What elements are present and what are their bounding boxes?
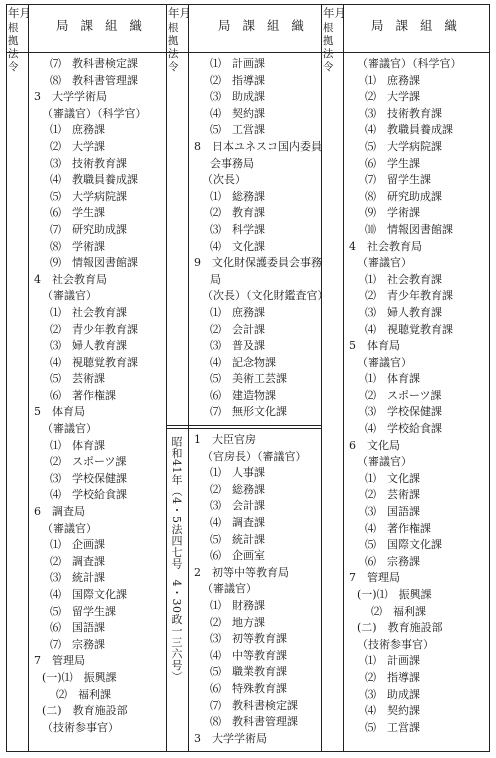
- org-entry: 7 管理局: [34, 654, 85, 668]
- org-entry: ⑷ 記念物課: [210, 355, 276, 369]
- org-entry: ⑶ 婦人教育課: [365, 305, 442, 319]
- org-entry: ⑶ 助成課: [365, 687, 420, 701]
- org-entry: ⑷ 視聴覚教育課: [50, 355, 138, 369]
- org-entry: (一)⑴ 振興課: [42, 670, 117, 684]
- org-entry: (二) 教育施設部: [357, 621, 443, 635]
- org-entry: ⑴ 財務課: [210, 598, 265, 612]
- org-entry: ⑵ 会計課: [210, 322, 265, 336]
- org-entry: ⑺ 教科書検定課: [50, 57, 138, 70]
- org-entry: ⑵ スポーツ課: [50, 455, 127, 469]
- org-entry: 3 大学学術局: [194, 731, 267, 745]
- org-entry: ⑵ 福利課: [371, 604, 426, 618]
- org-entry: ⑵ 大学課: [50, 139, 105, 153]
- header-year-month-2: 年月: [168, 6, 191, 20]
- org-entry: ⑶ 助成課: [210, 90, 265, 104]
- org-entry: 7 管理局: [349, 571, 400, 585]
- org-entry: ⑶ 普及課: [210, 339, 265, 353]
- org-entry: ⑴ 体育課: [365, 372, 420, 386]
- org-entry: ⑵ 教育課: [210, 206, 265, 220]
- law-entry-b: （4・5法四七号: [170, 485, 183, 570]
- header-basis-law-3: 根拠法令: [323, 22, 334, 73]
- org-column-2-top: [194, 56, 329, 421]
- org-entry: ⑴ 庶務課: [365, 73, 420, 87]
- org-entry: （審議官）: [42, 289, 97, 303]
- org-entry: ⑵ スポーツ課: [365, 388, 442, 402]
- org-entry: ⑺ 無形文化課: [210, 405, 287, 419]
- org-entry: (一)⑴ 振興課: [357, 588, 432, 601]
- org-entry: ⑼ 情報図書館課: [50, 256, 138, 270]
- org-entry: ⑴ 計画課: [210, 57, 265, 70]
- org-entry: ⑷ 契約課: [365, 704, 420, 718]
- org-entry: 5 体育局: [349, 339, 400, 353]
- rule-section-double: [166, 428, 321, 429]
- org-entry: ⑷ 学校給食課: [50, 488, 127, 502]
- org-table: [6, 4, 490, 752]
- org-entry: ⑹ 学生課: [365, 156, 420, 170]
- org-entry: 2 初等中等教育局: [194, 565, 289, 579]
- org-entry: 1 大臣官房: [194, 433, 256, 446]
- org-entry: （次長）（文化財鑑査官）: [202, 289, 329, 303]
- org-entry: ⑷ 文化課: [210, 239, 265, 253]
- org-entry: ⑺ 留学生課: [365, 173, 431, 187]
- org-entry: ⑷ 教職員養成課: [50, 173, 138, 187]
- org-entry: ⑹ 企画室: [210, 549, 265, 563]
- org-entry: ⑴ 人事課: [210, 466, 265, 480]
- org-entry: ⑸ 大学病院課: [50, 189, 127, 203]
- org-entry: （審議官）: [42, 422, 97, 436]
- org-entry: 局: [210, 272, 221, 286]
- org-entry: ⑹ 国語課: [50, 621, 105, 635]
- org-entry: ⑶ 統計課: [50, 571, 105, 585]
- org-entry: ⑸ 美術工芸課: [210, 372, 287, 386]
- law-entry: [170, 436, 183, 746]
- org-entry: （審議官）: [202, 582, 257, 596]
- org-entry: （審議官）: [357, 455, 412, 469]
- org-entry: （技術参事官）: [357, 637, 434, 651]
- org-entry: ⑻ 教科書管理課: [210, 715, 298, 729]
- org-entry: ⑴ 社会教育課: [365, 272, 442, 286]
- org-entry: ⑶ 技術教育課: [365, 106, 442, 120]
- org-entry: 8 日本ユネスコ国内委員: [194, 139, 322, 153]
- org-entry: ⑵ 総務課: [210, 482, 265, 496]
- org-entry: ⑵ 地方課: [210, 615, 265, 629]
- org-entry: ⑵ 調査課: [50, 554, 105, 568]
- org-entry: （技術参事官）: [42, 720, 119, 734]
- org-entry: ⑽ 情報図書館課: [365, 222, 453, 236]
- header-year-month-1: 年月: [8, 6, 31, 20]
- org-entry: ⑴ 企画課: [50, 538, 105, 552]
- org-entry: 9 文化財保護委員会事務: [194, 256, 322, 270]
- org-entry: ⑷ 国際文化課: [50, 588, 127, 601]
- org-entry: ⑸ 職業教育課: [210, 665, 287, 679]
- org-entry: 3 大学学術局: [34, 90, 107, 104]
- org-entry: 5 体育局: [34, 405, 85, 419]
- org-entry: ⑹ 建造物課: [210, 388, 276, 402]
- org-entry: ⑶ 婦人教育課: [50, 339, 127, 353]
- org-entry: （審議官）: [357, 256, 412, 270]
- org-entry: ⑸ 工営課: [365, 720, 420, 734]
- org-entry: ⑶ 学校保健課: [50, 471, 127, 485]
- org-entry: （次長）: [202, 173, 246, 187]
- rule-v1: [28, 4, 29, 752]
- org-entry: 6 文化局: [349, 438, 400, 452]
- org-column-1: [34, 56, 147, 736]
- org-entry: ⑵ 芸術課: [365, 488, 420, 502]
- org-entry: （審議官）（科学官）: [357, 57, 462, 70]
- org-column-3: [349, 56, 462, 736]
- org-entry: ⑸ 工営課: [210, 123, 265, 137]
- org-entry: ⑷ 契約課: [210, 106, 265, 120]
- org-entry: ⑶ 技術教育課: [50, 156, 127, 170]
- org-entry: ⑵ 指導課: [365, 670, 420, 684]
- org-entry: ⑸ 留学生課: [50, 604, 116, 618]
- org-entry: ⑴ 文化課: [365, 471, 420, 485]
- org-entry: ⑵ 青少年教育課: [365, 289, 453, 303]
- org-entry: ⑷ 視聴覚教育課: [365, 322, 453, 336]
- header-org-title-3: 局 課 組 織: [371, 18, 461, 33]
- org-entry: ⑷ 学校給食課: [365, 422, 442, 436]
- org-entry: ⑵ 大学課: [365, 90, 420, 104]
- org-entry: （審議官）（科学官）: [42, 106, 147, 120]
- org-entry: ⑷ 中等教育課: [210, 648, 287, 662]
- rule-header: [6, 52, 490, 53]
- org-entry: ⑺ 研究助成課: [50, 222, 127, 236]
- org-entry: ⑵ 青少年教育課: [50, 322, 138, 336]
- org-entry: ⑷ 教職員養成課: [365, 123, 453, 137]
- rule-v2: [166, 4, 167, 752]
- rule-section: [166, 425, 321, 426]
- org-entry: ⑹ 特殊教育課: [210, 681, 287, 695]
- law-entry-a: 昭和41年: [170, 436, 183, 486]
- org-entry: ⑴ 庶務課: [50, 123, 105, 137]
- org-entry: ⑶ 国語課: [365, 505, 420, 519]
- org-entry: ⑸ 芸術課: [50, 372, 105, 386]
- org-column-2-bottom: [194, 432, 307, 747]
- org-entry: 会事務局: [210, 156, 254, 170]
- org-entry: （審議官）: [42, 521, 97, 535]
- header-year-month-3: 年月: [323, 6, 346, 20]
- org-entry: ⑴ 総務課: [210, 189, 265, 203]
- header-org-title-2: 局 課 組 織: [218, 18, 308, 33]
- org-entry: ⑵ 指導課: [210, 73, 265, 87]
- org-entry: 4 社会教育局: [349, 239, 422, 253]
- header-org-title-1: 局 課 組 織: [56, 18, 146, 33]
- org-entry: (二) 教育施設部: [42, 704, 128, 718]
- header-basis-law-2: 根拠法令: [168, 22, 179, 73]
- law-entry-c: 4・30政一三六号）: [170, 579, 183, 683]
- org-entry: ⑶ 科学課: [210, 222, 265, 236]
- org-entry: （官房長）（審議官）: [202, 449, 307, 463]
- org-entry: （審議官）: [357, 355, 412, 369]
- org-entry: ⑻ 学術課: [50, 239, 105, 253]
- org-entry: ⑴ 計画課: [365, 654, 420, 668]
- org-entry: ⑷ 調査課: [210, 515, 265, 529]
- org-entry: ⑹ 宗務課: [365, 554, 420, 568]
- header-basis-law-1: 根拠法令: [8, 22, 19, 73]
- rule-v5: [343, 4, 344, 752]
- org-entry: 6 調査局: [34, 505, 85, 519]
- org-entry: ⑴ 社会教育課: [50, 305, 127, 319]
- org-entry: ⑴ 体育課: [50, 438, 105, 452]
- org-entry: ⑺ 宗務課: [50, 637, 105, 651]
- org-entry: ⑶ 初等教育課: [210, 632, 287, 646]
- org-entry: 4 社会教育局: [34, 272, 107, 286]
- org-entry: ⑹ 著作権課: [50, 388, 116, 402]
- org-entry: ⑸ 統計課: [210, 532, 265, 546]
- org-entry: ⑹ 学生課: [50, 206, 105, 220]
- org-entry: ⑵ 福利課: [56, 687, 111, 701]
- org-entry: ⑻ 教科書管理課: [50, 73, 138, 87]
- org-entry: ⑷ 著作権課: [365, 521, 431, 535]
- org-entry: ⑸ 国際文化課: [365, 538, 442, 552]
- org-entry: ⑴ 庶務課: [210, 305, 265, 319]
- org-entry: ⑸ 大学病院課: [365, 139, 442, 153]
- org-entry: ⑶ 学校保健課: [365, 405, 442, 419]
- org-entry: ⑻ 研究助成課: [365, 189, 442, 203]
- org-entry: ⑶ 会計課: [210, 499, 265, 513]
- org-entry: ⑼ 学術課: [365, 206, 420, 220]
- rule-v3: [188, 4, 189, 752]
- org-entry: ⑺ 教科書検定課: [210, 698, 298, 712]
